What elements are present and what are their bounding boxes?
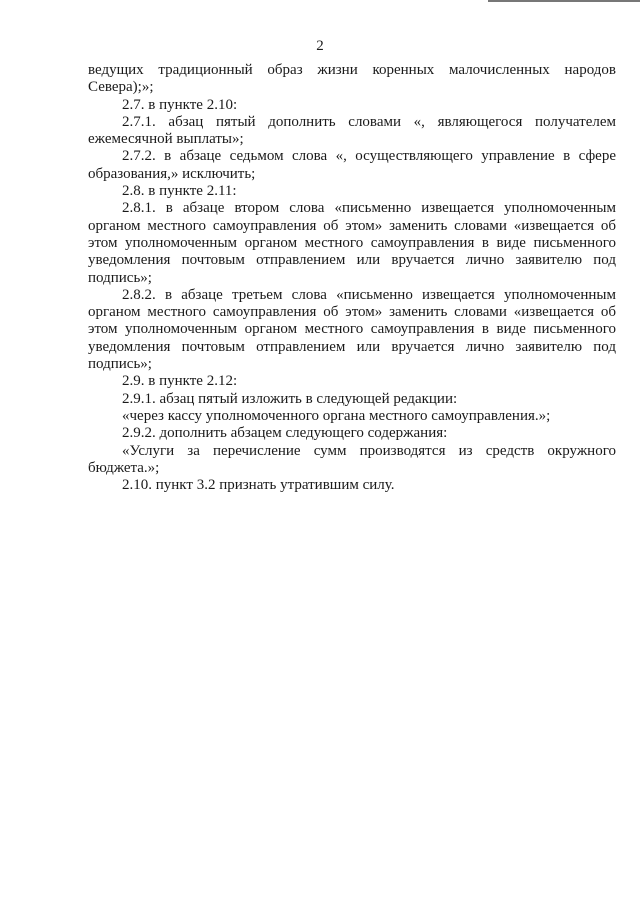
paragraph-2-8: 2.8. в пункте 2.11: [122,183,237,200]
paragraph-2-9-1: 2.9.1. абзац пятый изложить в следующей редакции: [122,390,458,407]
paragraph-2-7: 2.7. в пункте 2.10: [122,96,238,113]
paragraph-2-7-1: 2.7.1. абзац пятый дополнить словами «, являющегося получателем ежемесячной выплаты»; [88,113,616,148]
page-number: 2 [316,38,324,54]
document-body [88,62,616,494]
paragraph-2-10: 2.10. пункт 3.2 признать утратившим силу. [122,477,395,494]
paragraph-2-9: 2.9. в пункте 2.12: [122,373,238,390]
paragraph-2-9-2-text: «Услуги за перечисление сумм производятся из средств окружного бюджета.»; [88,442,616,476]
paragraph-2-7-2: 2.7.2. в абзаце седьмом слова «, осуществляющего управление в сфере образования,» исключить; [88,148,616,182]
paragraph-2-9-1-text: «через кассу уполномоченного органа местного самоуправления.»; [122,407,551,424]
paragraph-2-8-1: 2.8.1. в абзаце втором слова «письменно извещается уполномоченным органом местного самоуправления об этом» заменить словами «извещается об этом уполномоченным органом местного самоуправления в виде письменного уведомления почтовым отправлением или вручается лично заявителю под подпись»; [88,200,616,286]
paragraph-2-8-2: 2.8.2. в абзаце третьем слова «письменно извещается уполномоченным органом местного самоуправления об этом» заменить словами «извещается об этом уполномоченным органом местного самоуправления в виде письменного уведомления почтовым отправлением или вручается лично заявителю под подпись»; [88,286,616,373]
paragraph-continuation: ведущих традиционный образ жизни коренных малочисленных народов Севера);»; [88,62,616,96]
paragraph-2-9-2: 2.9.2. дополнить абзацем следующего содержания: [122,425,448,442]
scan-edge-mark [488,0,640,2]
